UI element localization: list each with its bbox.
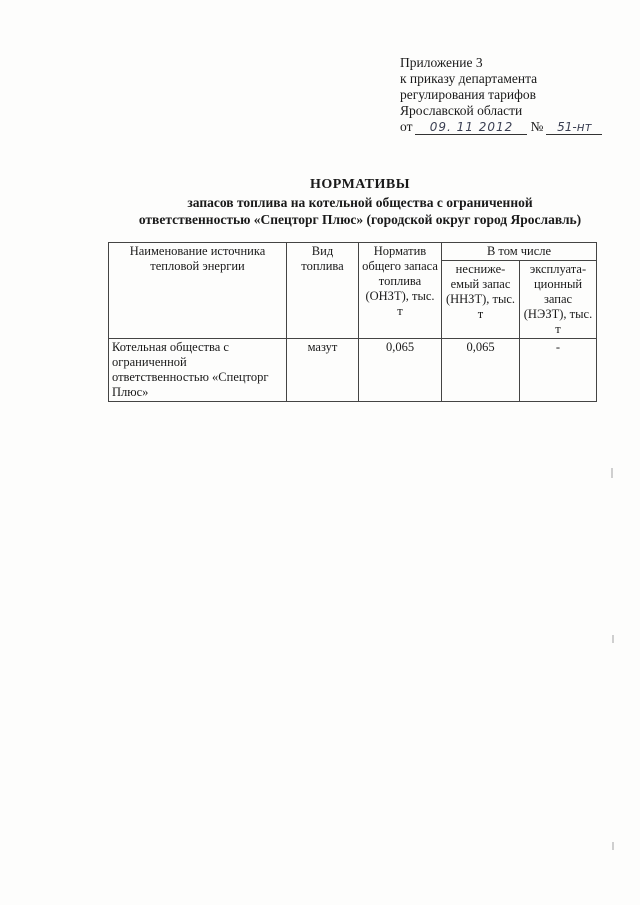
header-norm-total: Норматив общего запаса топлива (ОНЗТ), тыс. т — [359, 243, 442, 339]
attachment-line-4: Ярославской области — [400, 103, 523, 118]
header-including-group: В том числе — [442, 243, 597, 261]
document-title — [100, 176, 620, 228]
attachment-line-2: к приказу департамента — [400, 71, 538, 86]
cell-nnzt: 0,065 — [442, 339, 520, 402]
fuel-norms-table — [108, 242, 597, 402]
attachment-note — [400, 55, 605, 135]
cell-source-name: Котельная общества с ограниченной ответственностью «Спецторг Плюс» — [109, 339, 287, 402]
scan-artifact — [612, 635, 614, 643]
cell-norm-total: 0,065 — [359, 339, 442, 402]
scan-artifact — [611, 468, 613, 478]
cell-nezt: - — [520, 339, 597, 402]
title-subtitle-line-2: ответственностью «Спецторг Плюс» (городской округ город Ярославль) — [138, 212, 582, 227]
table-header-row — [109, 243, 597, 261]
header-nnzt: несниже-емый запас (ННЗТ), тыс. т — [442, 261, 520, 339]
header-fuel-type: Вид топлива — [287, 243, 359, 339]
handwritten-order-number: 51-нт — [546, 120, 602, 135]
from-label: от — [400, 119, 413, 134]
header-source-name: Наименование источника тепловой энергии — [109, 243, 287, 339]
order-reference-line — [400, 119, 605, 135]
title-main: НОРМАТИВЫ — [310, 177, 410, 192]
number-label: № — [530, 119, 544, 134]
attachment-line-3: регулирования тарифов — [400, 87, 537, 102]
attachment-line-1: Приложение 3 — [400, 55, 483, 70]
header-nezt: эксплуата-ционный запас (НЭЗТ), тыс. т — [520, 261, 597, 339]
table-row — [109, 339, 597, 402]
cell-fuel-type: мазут — [287, 339, 359, 402]
title-subtitle-line-1: запасов топлива на котельной общества с ограниченной — [187, 195, 533, 210]
handwritten-date: 09. 11 2012 — [415, 120, 527, 135]
scan-artifact — [612, 842, 614, 850]
